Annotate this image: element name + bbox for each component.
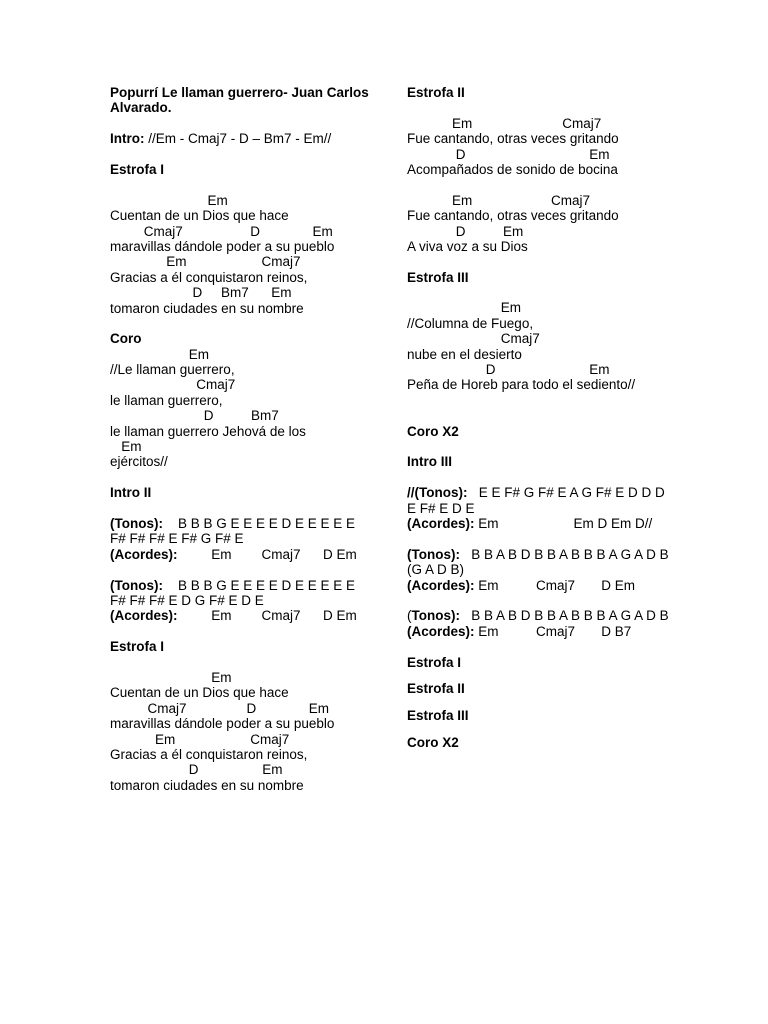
acordes-chords: Em Em D Em D// bbox=[474, 515, 653, 531]
coro-line: ejércitos// bbox=[110, 454, 168, 470]
intro2-heading: Intro II bbox=[110, 485, 152, 501]
tonos-notes: B B B G E E E E D E E E E E F# F# F# E F# G F# E bbox=[110, 515, 359, 547]
estrofa2-line: Em Cmaj7 bbox=[407, 192, 591, 208]
intro3-acordes-1 bbox=[407, 516, 669, 531]
acordes-label: (Acordes): bbox=[110, 608, 178, 624]
estrofa2-line: Fue cantando, otras veces gritando bbox=[407, 131, 619, 147]
estrofa1b-line: Cuentan de un Dios que hace bbox=[110, 685, 289, 701]
estrofa1b-line: Em Cmaj7 bbox=[110, 731, 290, 747]
estrofa1b-line: D Em bbox=[110, 762, 283, 778]
estrofa1-line: Em bbox=[110, 192, 228, 208]
coro-line: Em bbox=[110, 439, 142, 455]
estrofa1b-line: maravillas dándole poder a su pueblo bbox=[110, 716, 335, 732]
tonos-notes: B B A B D B B A B B B A G A D B (G A D B) bbox=[407, 546, 680, 578]
intro3-tonos-3 bbox=[407, 608, 669, 623]
estrofa1b-line: Cmaj7 D Em bbox=[110, 700, 330, 716]
intro-chords: //Em - Cmaj7 - D – Bm7 - Em// bbox=[144, 131, 332, 147]
acordes-label: (Acordes): bbox=[110, 546, 178, 562]
estrofa2-line bbox=[407, 177, 669, 192]
estrofa2-heading: Estrofa II bbox=[407, 85, 465, 100]
estrofa3-line: Peña de Horeb para todo el sediento// bbox=[407, 377, 636, 393]
left-column bbox=[110, 85, 372, 793]
coro-line: le llaman guerrero Jehová de los bbox=[110, 423, 306, 439]
coro-line: Em bbox=[110, 346, 210, 362]
intro3-tonos-1 bbox=[407, 485, 669, 516]
estrofa1-line: D Bm7 Em bbox=[110, 285, 292, 301]
estrofa3-line: Em bbox=[407, 300, 522, 316]
song-title: Popurrí Le llaman guerrero- Juan Carlos Alvarado. bbox=[110, 85, 369, 116]
ending-coro-x2: Coro X2 bbox=[407, 735, 459, 751]
acordes-label: (Acordes): bbox=[407, 515, 475, 531]
estrofa3-line: //Columna de Fuego, bbox=[407, 315, 534, 331]
acordes-chords: Em Cmaj7 D Em bbox=[177, 546, 357, 562]
intro-line bbox=[110, 131, 372, 146]
estrofa3-heading: Estrofa III bbox=[407, 269, 469, 285]
intro3-acordes-2 bbox=[407, 578, 669, 593]
intro2-tonos-1 bbox=[110, 516, 372, 547]
intro3-heading: Intro III bbox=[407, 454, 452, 470]
estrofa2-line: Fue cantando, otras veces gritando bbox=[407, 208, 619, 224]
intro3-acordes-3 bbox=[407, 624, 669, 639]
estrofa1-line: maravillas dándole poder a su pueblo bbox=[110, 238, 335, 254]
acordes-label: (Acordes): bbox=[407, 577, 475, 593]
coro-line: Cmaj7 bbox=[110, 377, 236, 393]
acordes-label: (Acordes): bbox=[407, 623, 475, 639]
acordes-chords: Em Cmaj7 D Em bbox=[474, 577, 636, 593]
estrofa1b-heading: Estrofa I bbox=[110, 639, 165, 655]
coro-line: D Bm7 bbox=[110, 408, 279, 424]
right-column bbox=[407, 85, 680, 751]
estrofa2-line: Em Cmaj7 bbox=[407, 115, 602, 131]
estrofa1b-line: tomaron ciudades en su nombre bbox=[110, 777, 304, 793]
estrofa1-line: tomaron ciudades en su nombre bbox=[110, 300, 304, 316]
estrofa1b-line: Em bbox=[110, 669, 232, 685]
estrofa3-line: D Em bbox=[407, 362, 610, 378]
estrofa2-line: D Em bbox=[407, 146, 610, 162]
coro-x2-heading: Coro X2 bbox=[407, 423, 459, 439]
estrofa1-line: Cmaj7 D Em bbox=[110, 223, 333, 239]
acordes-chords: Em Cmaj7 D B7 bbox=[474, 623, 632, 639]
coro-heading: Coro bbox=[110, 331, 142, 347]
estrofa2-line: A viva voz a su Dios bbox=[407, 238, 528, 254]
estrofa1-line: Gracias a él conquistaron reinos, bbox=[110, 269, 308, 285]
intro2-acordes-2 bbox=[110, 608, 372, 623]
tonos-prefix: ( bbox=[407, 608, 412, 624]
tonos-label: (Tonos): bbox=[407, 546, 460, 562]
estrofa2-line: Acompañados de sonido de bocina bbox=[407, 161, 618, 177]
estrofa2-line: D Em bbox=[407, 223, 524, 239]
tonos-label: Tonos): bbox=[411, 608, 460, 624]
acordes-chords: Em Cmaj7 D Em bbox=[177, 608, 357, 624]
tonos-notes: E E F# G F# E A G F# E D D D E F# E D E bbox=[407, 485, 669, 516]
intro-label: Intro: bbox=[110, 131, 145, 147]
estrofa1-line: Cuentan de un Dios que hace bbox=[110, 208, 289, 224]
estrofa1-line: Em Cmaj7 bbox=[110, 254, 301, 270]
tonos-label: (Tonos): bbox=[110, 577, 163, 593]
ending-estrofa1: Estrofa I bbox=[407, 654, 462, 670]
estrofa3-line: Cmaj7 bbox=[407, 331, 540, 347]
tonos-notes: B B A B D B B A B B B A G A D B bbox=[459, 608, 669, 624]
tonos-notes: B B B G E E E E D E E E E E F# F# F# E D G F# E D E bbox=[110, 577, 359, 608]
intro2-tonos-2 bbox=[110, 578, 372, 609]
ending-estrofa3: Estrofa III bbox=[407, 708, 469, 724]
tonos-label: (Tonos): bbox=[110, 515, 163, 531]
estrofa1-heading: Estrofa I bbox=[110, 161, 165, 177]
ending-estrofa2: Estrofa II bbox=[407, 681, 465, 697]
tonos-label: //(Tonos): bbox=[407, 485, 468, 501]
coro-line: //Le llaman guerrero, bbox=[110, 362, 235, 378]
intro2-acordes-1 bbox=[110, 547, 372, 562]
intro3-tonos-2 bbox=[407, 546, 680, 578]
estrofa1b-line: Gracias a él conquistaron reinos, bbox=[110, 746, 308, 762]
coro-line: le llaman guerrero, bbox=[110, 392, 223, 408]
estrofa3-line: nube en el desierto bbox=[407, 346, 522, 362]
